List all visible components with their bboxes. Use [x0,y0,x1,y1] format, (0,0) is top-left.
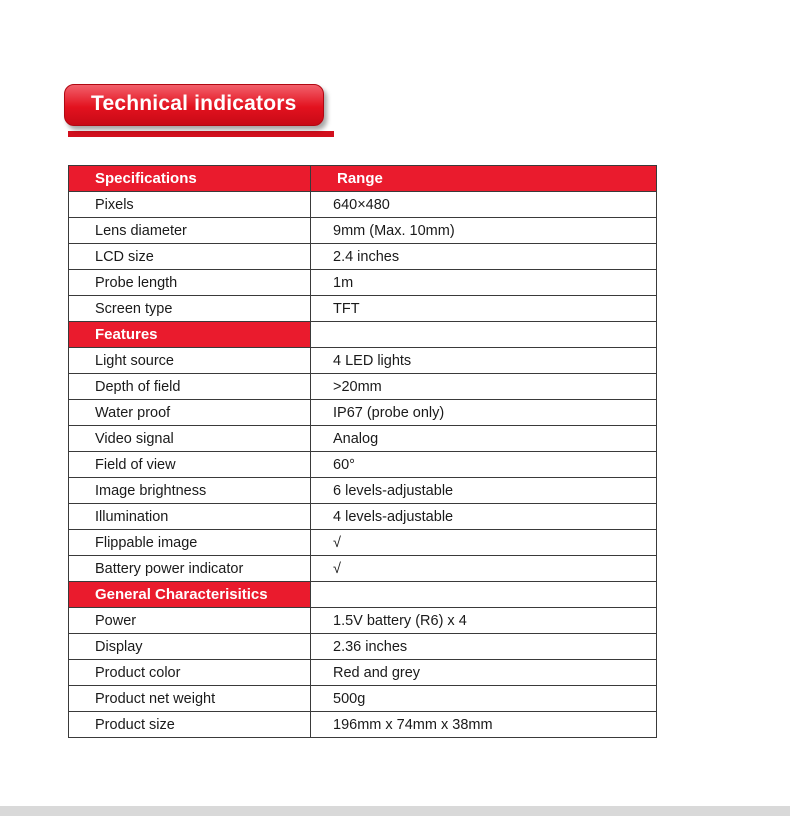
spec-cell: Image brightness [69,478,311,504]
spec-cell: Product color [69,660,311,686]
table-row [69,348,657,374]
table-row [69,218,657,244]
spec-cell: LCD size [69,244,311,270]
range-cell: >20mm [311,374,657,400]
table-row [69,400,657,426]
table-row [69,374,657,400]
range-cell: IP67 (probe only) [311,400,657,426]
spec-cell: Depth of field [69,374,311,400]
range-cell: 60° [311,452,657,478]
range-cell: TFT [311,296,657,322]
table-row [69,556,657,582]
table-row [69,712,657,738]
range-cell: 6 levels-adjustable [311,478,657,504]
table-row [69,504,657,530]
spec-cell: Light source [69,348,311,374]
range-cell: 9mm (Max. 10mm) [311,218,657,244]
header-range: Range [311,166,657,192]
range-cell [311,582,657,608]
range-cell: Analog [311,426,657,452]
table-row [69,244,657,270]
range-cell: 4 levels-adjustable [311,504,657,530]
range-cell: 196mm x 74mm x 38mm [311,712,657,738]
spec-cell: Field of view [69,452,311,478]
range-cell: √ [311,530,657,556]
table-row [69,452,657,478]
table-row [69,660,657,686]
header-specifications: Specifications [69,166,311,192]
spec-cell: Water proof [69,400,311,426]
table-row [69,426,657,452]
spec-cell: Screen type [69,296,311,322]
spec-cell: Probe length [69,270,311,296]
range-cell: 4 LED lights [311,348,657,374]
table-section-row [69,322,657,348]
range-cell: 1.5V battery (R6) x 4 [311,608,657,634]
table-row [69,478,657,504]
table-row [69,192,657,218]
spec-cell: Video signal [69,426,311,452]
spec-cell: Power [69,608,311,634]
range-cell: 640×480 [311,192,657,218]
range-cell [311,322,657,348]
spec-cell: Lens diameter [69,218,311,244]
table-row [69,530,657,556]
spec-cell: Product net weight [69,686,311,712]
section-header-features: Features [69,322,311,348]
spec-cell: Display [69,634,311,660]
table-row [69,608,657,634]
spec-cell: Illumination [69,504,311,530]
bottom-divider [0,806,790,816]
table-row [69,270,657,296]
section-header-general-characteristics: General Characterisitics [69,582,311,608]
spec-cell: Product size [69,712,311,738]
table-body [69,192,657,738]
range-cell: √ [311,556,657,582]
section-title-underline [68,131,334,137]
table-header-row [69,166,657,192]
table-section-row [69,582,657,608]
table-row [69,634,657,660]
table-row [69,686,657,712]
section-title [64,84,334,137]
spec-cell: Flippable image [69,530,311,556]
table-row [69,296,657,322]
spec-cell: Pixels [69,192,311,218]
section-title-badge: Technical indicators [64,84,324,126]
range-cell: Red and grey [311,660,657,686]
range-cell: 2.36 inches [311,634,657,660]
specifications-table [68,165,657,738]
range-cell: 2.4 inches [311,244,657,270]
range-cell: 1m [311,270,657,296]
range-cell: 500g [311,686,657,712]
spec-cell: Battery power indicator [69,556,311,582]
